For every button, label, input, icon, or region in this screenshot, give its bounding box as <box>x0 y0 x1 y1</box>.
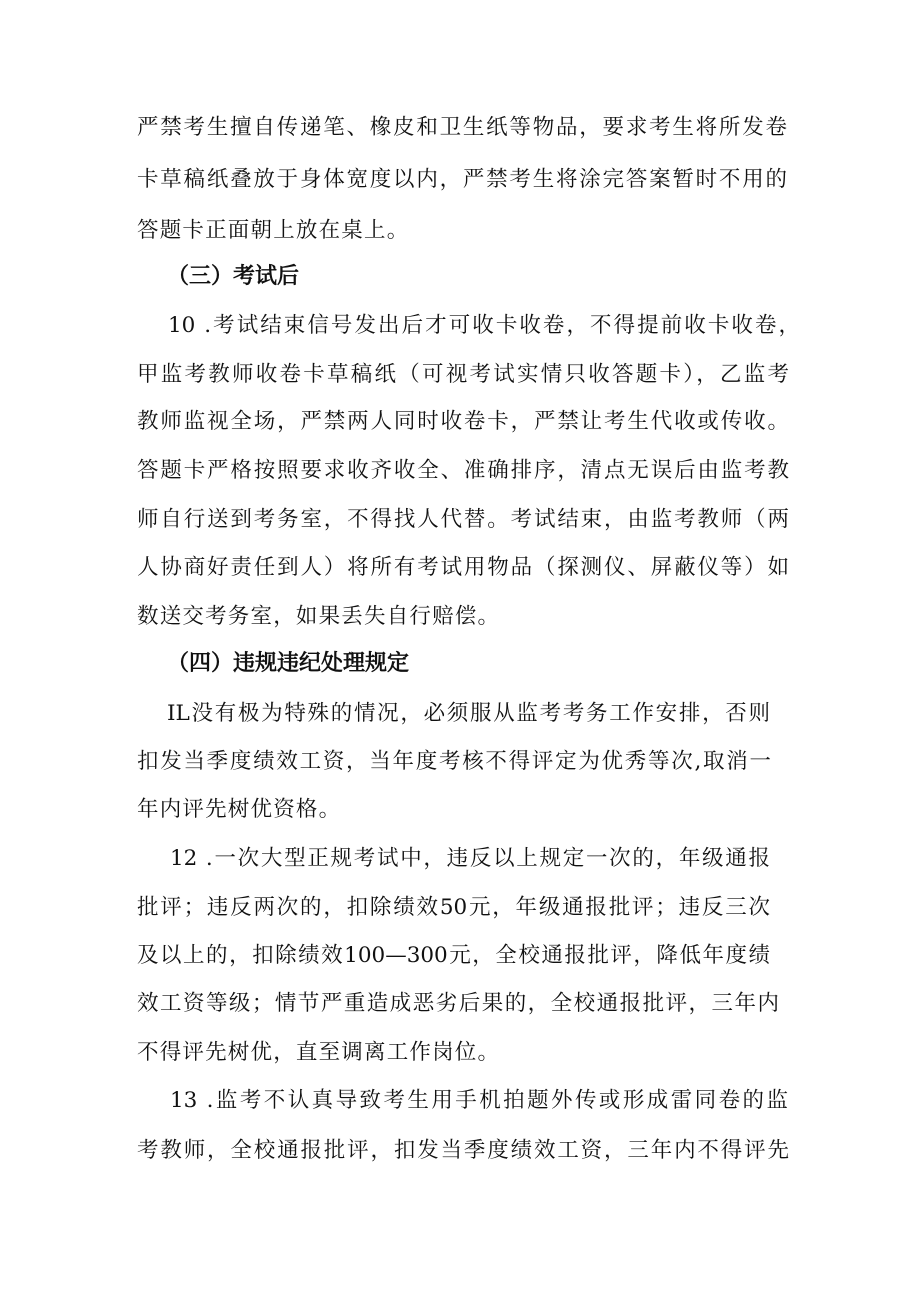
para-13-line-1: 13 .监考不认真导致考生用手机拍题外传或形成雷同卷的监 <box>170 1088 788 1113</box>
para-11-line-3: 年内评先树优资格。 <box>137 797 342 822</box>
para-10-line-7: 数送交考务室，如果丢失自行赔偿。 <box>137 604 501 629</box>
para-10-line-2: 甲监考教师收卷卡草稿纸（可视考试实情只收答题卡），乙监考 <box>137 362 789 387</box>
para-12-line-1: 12 .一次大型正规考试中，违反以上规定一次的，年级通报 <box>170 846 770 871</box>
para-10-line-5: 师自行送到考务室，不得找人代替。考试结束，由监考教师（两 <box>137 507 789 532</box>
para-10-line-3: 教师监视全场，严禁两人同时收卷卡，严禁让考生代收或传收。 <box>137 409 789 434</box>
para-9-line-2: 卡草稿纸叠放于身体宽度以内，严禁考生将涂完答案暂时不用的 <box>137 167 787 192</box>
para-12-line-3: 及以上的，扣除绩效100—300元，全校通报批评，降低年度绩 <box>137 943 770 968</box>
para-10-line-1: 10 .考试结束信号发出后才可收卡收卷，不得提前收卡收卷， <box>168 313 800 338</box>
para-12-line-4: 效工资等级；情节严重造成恶劣后果的，全校通报批评，三年内 <box>137 991 779 1016</box>
para-9-line-1: 严禁考生擅自传递笔、橡皮和卫生纸等物品，要求考生将所发卷 <box>137 115 787 140</box>
section-heading-after-exam: （三）考试后 <box>167 264 300 289</box>
para-10-line-6: 人协商好责任到人）将所有考试用物品（探测仪、屏蔽仪等）如 <box>137 555 789 580</box>
section-heading-violation-rules: （四）违规违纪处理规定 <box>167 651 410 676</box>
para-11-line-2: 扣发当季度绩效工资，当年度考核不得评定为优秀等次,取消一 <box>137 749 771 774</box>
para-12-line-2: 批评；违反两次的，扣除绩效50元，年级通报批评；违反三次 <box>137 895 770 920</box>
para-9-line-3: 答题卡正面朝上放在桌上。 <box>137 218 410 243</box>
para-13-line-2: 考教师，全校通报批评，扣发当季度绩效工资，三年内不得评先 <box>137 1138 789 1163</box>
para-11-line-1: IL没有极为特殊的情况，必须服从监考考务工作安排，否则 <box>167 701 770 726</box>
para-12-line-5: 不得评先树优，直至调离工作岗位。 <box>137 1040 501 1065</box>
para-10-line-4: 答题卡严格按照要求收齐收全、准确排序，清点无误后由监考教 <box>137 458 789 483</box>
